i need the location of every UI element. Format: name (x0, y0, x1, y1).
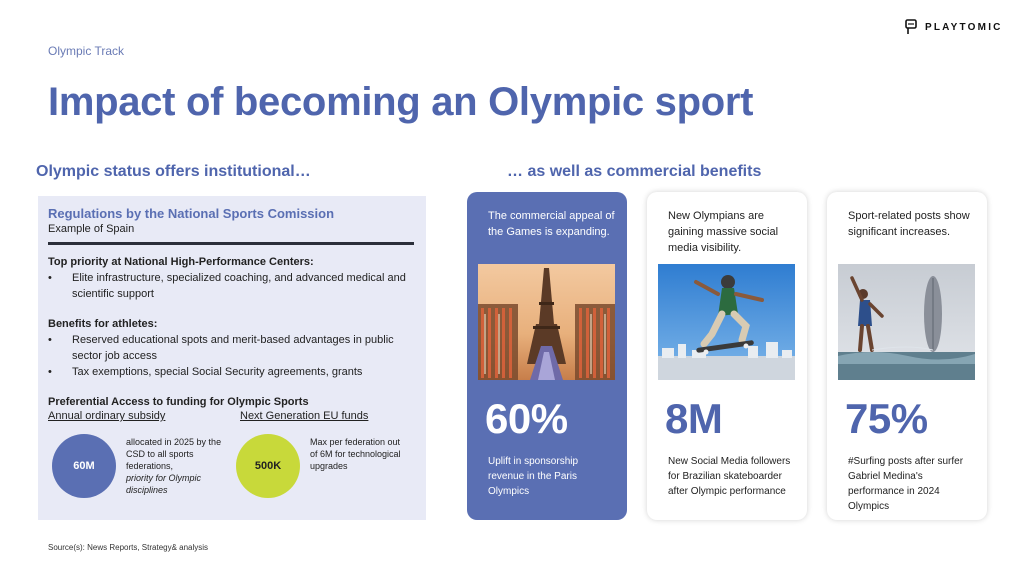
regulations-title: Regulations by the National Sports Comission (48, 206, 335, 221)
stat-card-surfing-posts (827, 192, 987, 520)
card-description: #Surfing posts after surfer Gabriel Medina's performance in 2024 Olympics (848, 456, 964, 512)
bullet-item: • Tax exemptions, special Social Security agreements, grants (48, 364, 418, 380)
card-description: Uplift in sponsorship revenue in the Paris Olympics (488, 456, 579, 497)
playtomic-logo (905, 19, 1003, 35)
playtomic-logo-icon (905, 19, 917, 35)
block-heading: Preferential Access to funding for Olympic Sports (48, 396, 309, 408)
card-description: New Social Media followers for Brazilian skateboarder after Olympic performance (668, 456, 791, 497)
page-title: Impact of becoming an Olympic sport (48, 80, 754, 124)
card-caption: Sport-related posts show significant increases. (848, 210, 970, 238)
funding-text-eu-funds (310, 436, 406, 472)
bullet-item: • Elite infrastructure, specialized coaching, and advanced medical and scientific support (48, 270, 418, 302)
right-heading: … as well as commercial benefits (507, 163, 762, 180)
stat-card-sponsorship (467, 192, 627, 520)
left-heading: Olympic status offers institutional… (36, 163, 311, 180)
funding-label-subsidy: Annual ordinary subsidy (48, 410, 166, 422)
regulations-subtitle: Example of Spain (48, 223, 135, 235)
bullet-item: • Reserved educational spots and merit-based advantages in public sector job access (48, 332, 418, 364)
card-stat: 8M (665, 395, 723, 442)
block-heading: Top priority at National High-Performance Centers: (48, 256, 314, 268)
surfer-image (838, 264, 975, 380)
stat-card-social-followers (647, 192, 807, 520)
card-caption: The commercial appeal of the Games is expanding. (488, 210, 615, 238)
funding-circle-eu-funds: 500K (236, 434, 300, 498)
funding-text: Max per federation out of 6M for technological upgrades (310, 437, 401, 471)
source-note: Source(s): News Reports, Strategy& analysis (48, 543, 209, 552)
divider (48, 242, 414, 245)
funding-circle-subsidy: 60M (52, 434, 116, 498)
logo-text: PLAYTOMIC (925, 21, 1003, 33)
card-stat: 60% (485, 395, 568, 442)
funding-text-subsidy (126, 436, 222, 496)
regulations-body (48, 254, 418, 410)
skateboarder-image (658, 264, 795, 380)
block-heading: Benefits for athletes: (48, 318, 158, 330)
eiffel-tower-crowd-image (478, 264, 615, 380)
card-stat: 75% (845, 395, 928, 442)
section-label: Olympic Track (48, 44, 125, 58)
regulations-box (38, 196, 426, 520)
funding-label-eu-funds: Next Generation EU funds (240, 410, 369, 422)
funding-emphasis: priority for Olympic disciplines (126, 473, 202, 495)
card-caption: New Olympians are gaining massive social media visibility. (668, 210, 779, 254)
funding-text: allocated in 2025 by the CSD to all sports federations, (126, 437, 222, 471)
